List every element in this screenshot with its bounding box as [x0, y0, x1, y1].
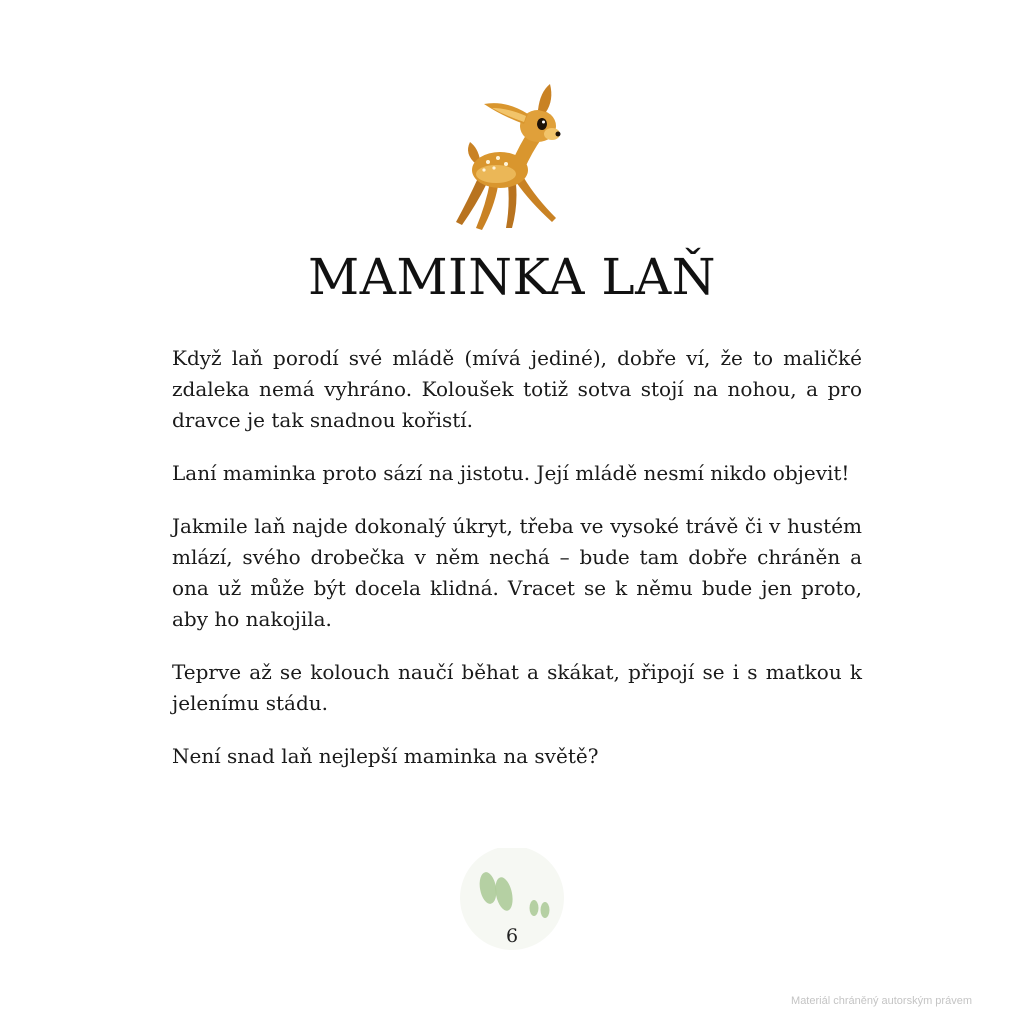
page-title: MAMINKA LAŇ	[308, 248, 716, 306]
fawn-illustration	[446, 82, 578, 234]
paragraph: Laní maminka proto sází na jistotu. Její mládě nesmí nikdo objevit!	[172, 461, 850, 485]
paragraph: Jakmile laň najde dokonalý úkryt, třeba ve vysoké trávě či v hustém mlází, svého drobečka v něm nechá – bude tam dobře chráněn a ona už může být docela klidná. Vracet se k němu bude jen proto, aby ho nakojila.	[172, 514, 862, 631]
body-text	[172, 343, 862, 794]
paragraph: Není snad laň nejlepší maminka na světě?	[172, 744, 599, 768]
page-number: 6	[505, 925, 519, 947]
watermark: Materiál chráněný autorským právem	[791, 995, 972, 1007]
paragraph: Teprve až se kolouch naučí běhat a skákat, připojí se i s matkou k jelenímu stádu.	[172, 660, 862, 715]
paragraph: Když laň porodí své mládě (mívá jediné), dobře ví, že to maličké zdaleka nemá vyhráno. Koloušek totiž sotva stojí na nohou, a pro dravce je tak snadnou kořistí.	[172, 346, 862, 432]
